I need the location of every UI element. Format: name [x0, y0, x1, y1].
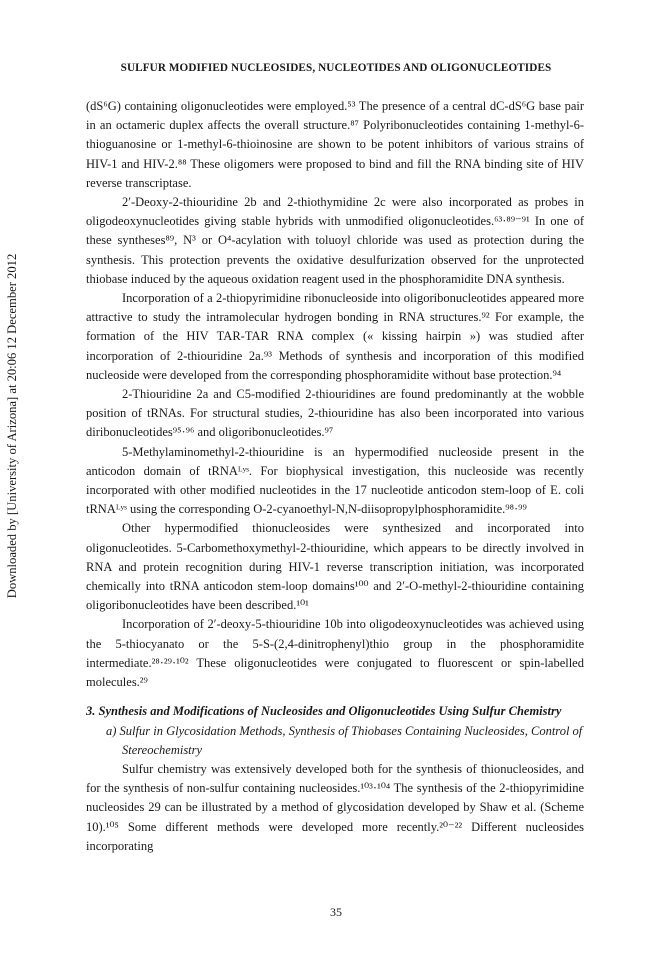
paragraph: 2-Thiouridine 2a and C5-modified 2-thiouridines are found predominantly at the wobble position of tRNAs. For structural studies, 2-thiouridine has also been incorporated into various diribonucleotides⁹⁵·⁹⁶ and oligoribonucleotides.⁹⁷: [86, 387, 584, 440]
article-body: [86, 97, 584, 856]
paragraph: (dS⁶G) containing oligonucleotides were employed.⁵³ The presence of a central dC-dS⁶G base pair in an octameric duplex affects the overall structure.⁸⁷ Polyribonucleotides containing 1-methyl-6-thioguanosine or 1-methyl-6-thioinosine are shown to be potent inhibitors of various strains of HIV-1 and HIV-2.⁸⁸ These oligomers were proposed to bind and fill the RNA binding site of HIV reverse transcriptase.: [86, 99, 584, 190]
section-heading: 3. Synthesis and Modifications of Nucleosides and Oligonucleotides Using Sulfur Chemistry: [86, 704, 562, 719]
subsection-heading: a) Sulfur in Glycosidation Methods, Synthesis of Thiobases Containing Nucleosides, Control of: [106, 723, 583, 738]
download-watermark: Downloaded by [University of Arizona] at 20:06 12 December 2012: [5, 253, 19, 599]
paragraph: 2′-Deoxy-2-thiouridine 2b and 2-thiothymidine 2c were also incorporated as probes in oligodeoxynucleotides giving stable hybrids with unmodified oligonucleotides.⁶³·⁸⁹⁻⁹¹ In one of these syntheses⁸⁹, N³ or O⁴-acylation with toluoyl chloride was used as protection during the synthesis. This protection prevents the oxidative desulfurization observed for the unprotected thiobase induced by the aqueous oxidation reagent used in the phosphoramidite DNA synthesis.: [86, 195, 584, 286]
paragraph: 5-Methylaminomethyl-2-thiouridine is an hypermodified nucleoside present in the anticodon domain of tRNAᴸʸˢ. For biophysical investigation, this nucleoside was recently incorporated with other modified nucleotides in the 17 nucleotide anticodon stem-loop of E. coli tRNAᴸʸˢ using the corresponding O-2-cyanoethyl-N,N-diisopropylphosphoramidite.⁹⁸·⁹⁹: [86, 444, 584, 517]
paragraph: Incorporation of a 2-thiopyrimidine ribonucleoside into oligoribonucleotides appeared more attractive to study the intramolecular hydrogen bonding in RNA structures.⁹² For example, the formation of the HIV TAR-TAR RNA complex (« kissing hairpin ») was studied after incorporation of 2-thiouridine 2a.⁹³ Methods of synthesis and incorporation of this modified nucleoside were developed from the corresponding phosphoramidite without base protection.⁹⁴: [86, 291, 584, 382]
paragraph: Incorporation of 2′-deoxy-5-thiouridine 10b into oligodeoxynucleotides was achieved using the 5-thiocyanato or the 5-S-(2,4-dinitrophenyl)thio group in the phosphoramidite intermediate.²⁸·²⁹·¹⁰² These oligonucleotides were conjugated to fluorescent or spin-labelled molecules.²⁹: [86, 617, 584, 690]
page-number: 35: [330, 905, 342, 919]
paragraph: Other hypermodified thionucleosides were synthesized and incorporated into oligonucleotides. 5-Carbomethoxymethyl-2-thiouridine, which appears to be directly involved in RNA and protein recognition during HIV-1 reverse transcription initiation, was incorporated chemically into tRNA anticodon stem-loop domains¹⁰⁰ and 2′-O-methyl-2-thiouridine containing oligoribonucleotides have been described.¹⁰¹: [86, 521, 584, 613]
running-header: SULFUR MODIFIED NUCLEOSIDES, NUCLEOTIDES AND OLIGONUCLEOTIDES: [120, 62, 552, 74]
subsection-heading-continued: Stereochemistry: [122, 742, 203, 757]
paragraph: Sulfur chemistry was extensively developed both for the synthesis of thionucleosides, and for the synthesis of non-sulfur containing nucleosides.¹⁰³·¹⁰⁴ The synthesis of the 2-thiopyrimidine nucleosides 29 can be illustrated by a method of glycosidation developed by Shaw et al. (Scheme 10).¹⁰⁵ Some different methods were developed more recently.²⁰⁻²² Different nucleosides incorporating: [86, 761, 584, 853]
